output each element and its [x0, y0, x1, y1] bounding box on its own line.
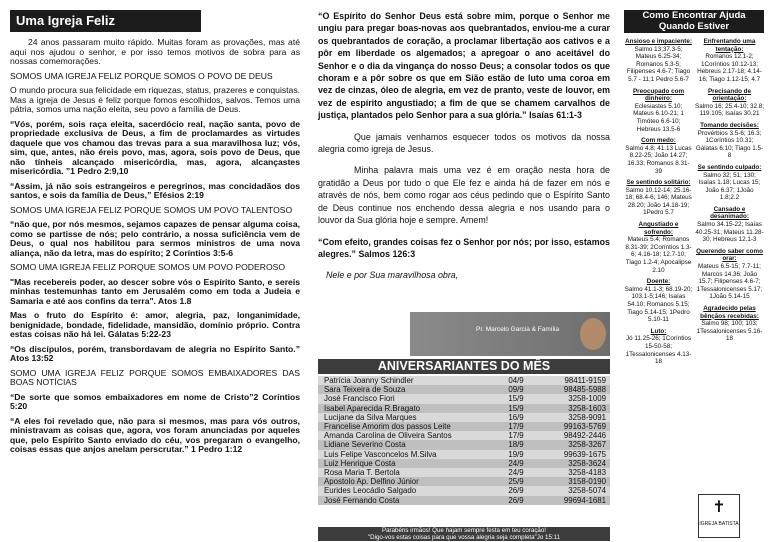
birthday-name: José Francisco Fiori [324, 394, 395, 404]
help-verses: Mateus 6.5-15; 7.7-11; Marcos 14.36; João 15.7; Filipenses 4.6-7; 1Tessalonicenses 5.17; 1João 5.14-15 [696, 263, 763, 301]
scripture-quote: Mas o fruto do Espírito é: amor, alegria, paz, longanimidade, benignidade, bondade, fidelidade, mansidão, domínio próprio. Contra estas coisas não há lei. Gálatas 5:22-23 [10, 310, 300, 339]
table-row [318, 459, 610, 468]
help-topic: Querendo saber como orar: [696, 247, 763, 263]
help-verses: Provérbios 3.5-6; 16.3; 1Coríntios 10.31; Gálatas 6.10; Tiago 1.5-8 [695, 129, 764, 160]
help-title [624, 10, 764, 33]
birthday-phone: 3258-3624 [568, 458, 606, 468]
birthdays-table [318, 376, 610, 505]
birthday-date: 17/9 [508, 431, 524, 441]
birthday-date: 25/9 [508, 477, 524, 487]
birthday-name: Apostolo Ap. Delfino Júnior [324, 477, 419, 487]
photo-figure [580, 318, 606, 350]
birthday-date: 04/9 [508, 376, 524, 385]
table-row [318, 486, 610, 495]
birthday-date: 24/9 [508, 468, 524, 478]
page-title: Uma Igreja Feliz [10, 10, 201, 32]
help-verses: Mateus 5.4; Romanos 8.31-39; 2Coríntios 1.3-6; 4.16-18; 12.7-10; Tiago 1.2-4; Apocalipse 2.10 [625, 236, 692, 274]
church-logo [698, 494, 740, 538]
birthdays-footer [318, 527, 610, 541]
scripture-quote: “Vós, porém, sois raça eleita, sacerdócio real, nação santa, povo de propriedade exclusiva de Deus, a fim de proclamardes as virtudes daquele que vos chamou das trevas para a sua maravilhosa luz; vós, sim, que, antes, não éreis povo, mas, agora, sois povo de Deus, que não tínheis alcançado misericórdia, mas, agora, alcançastes misericórdia. ”1 Pedro 2:9,10 [10, 118, 300, 176]
help-verses: Salmo 16; 25.4-10; 32.8; 119.105; Isaías 30.21 [695, 102, 764, 118]
section-heading: SOMO UMA IGREJA FELIZ PORQUE SOMOS EMBAIXADORES DAS BOAS NOTÍCIAS [10, 367, 300, 387]
paragraph: O mundo procura sua felicidade em riquezas, status, prazeres e conquistas. Mas a igreja de Jesus é feliz porque fomos escolhidos, salvos. Temos uma pátria, somos uma nação eleita, seu povo a família de Deus. [10, 85, 300, 114]
birthday-phone: 3258-5074 [568, 486, 606, 496]
birthday-date: 26/9 [508, 486, 524, 496]
table-row [318, 496, 610, 505]
scripture-quote: "Mas recebereis poder, ao descer sobre vós o Espírito Santo, e sereis minhas testemunhas tanto em Jerusalém como em toda a Judeia e Samaria e até aos confins da terra". Atos 1.8 [10, 276, 300, 306]
section-heading: SOMOS UMA IGREJA FELIZ PORQUE SOMOS O POVO DE DEUS [10, 70, 273, 81]
family-photo [410, 312, 610, 356]
birthday-phone: 99163-5769 [563, 422, 606, 432]
table-row [318, 422, 610, 431]
help-title-line: Quando Estiver [658, 20, 730, 32]
scripture-quote: “Os discípulos, porém, transbordavam de alegria no Espírito Santo.” Atos 13:52 [10, 343, 300, 363]
help-topic: Luto: [650, 327, 667, 335]
help-list-right [695, 38, 764, 370]
main-scripture-quote: “O Espírito do Senhor Deus está sobre mim, porque o Senhor me ungiu para pregar boas-novas aos quebrantados, enviou-me a curar os quebrantados de coração, a proclamar libertação aos cativos e a pôr em liberdade os algemados; a apregoar o ano aceitável do Senhor e o dia da vingança do nosso Deus; a consolar todos os que choram e a pôr sobre os que em Sião estão de luto uma coroa em vez de cinzas, óleo de alegria, em vez de pranto, veste de louvor, em vez de espírito angustiado; a fim de que se chamem carvalhos de justiça, plantados pelo Senhor para a sua glória.” Isaías 61:1-3 [318, 11, 610, 121]
birthday-date: 26/9 [508, 495, 524, 505]
help-topic: Angustiado e sofrendo: [638, 221, 679, 236]
birthday-date: 16/9 [508, 412, 524, 422]
table-row [318, 450, 610, 459]
birthday-name: José Fernando Costa [324, 495, 400, 505]
birthday-name: Francelise Amorim dos passos Leite [324, 422, 451, 432]
help-topic: Ansioso e impaciente: [625, 38, 692, 45]
birthday-date: 09/9 [508, 385, 524, 395]
birthday-name: Patrícia Joanny Schindler [324, 376, 414, 385]
birthday-date: 15/9 [508, 403, 524, 413]
help-verses: Eclesiastes 5.10; Mateus 6.10-21; 1 Timóteo 6.6-10; Hebreus 13.5-6 [633, 102, 684, 133]
birthday-phone: 3258-9091 [568, 412, 606, 422]
help-lists [624, 38, 764, 370]
help-topic: Precisando de orientação: [707, 87, 752, 103]
table-row [318, 376, 610, 385]
footer-line: Parabéns irmãos! Que hajam sempre festa em teu coração! [381, 527, 547, 534]
photo-caption: Pr. Marcelo Garcia & Família [476, 326, 560, 333]
help-topic: Se sentindo solitário: [626, 179, 691, 187]
birthday-phone: 99694-1681 [563, 495, 606, 505]
birthday-date: 17/9 [508, 422, 524, 432]
help-verses: Salmo 10.12-14; 25.16-18; 68.4-6; 146; Mateus 28.20; João 14.18-19; 1Pedro 5.7 [625, 186, 692, 217]
help-topic: Agradecido pelas bênçãos recebidas: [700, 305, 759, 320]
birthday-phone: 99639-1675 [563, 449, 606, 459]
birthday-name: Lidiane Severino Costa [324, 440, 406, 450]
help-verses: Salmo 41.1-3; 68.19-20; 103.1-5;146; Isaías 54.10; Romanos 5.15; Tiago 5.14-15; 1Pedro 5.10-11 [624, 285, 693, 324]
birthday-phone: 98485-5988 [563, 385, 606, 395]
birthday-phone: 3258-1603 [568, 403, 606, 413]
intro-paragraph: 24 anos passaram muito rápido. Muitas foram as provações, mas até aqui nos ajudou o senhor, e por isso temos motivos de sobra para as nossas comemorações. [10, 37, 300, 66]
birthdays-title: ANIVERSARIANTES DO MÊS [318, 359, 610, 374]
birthday-name: Lucijane da Silva Marques [324, 412, 417, 422]
footer-line: "Digo-vos estas coisas para que vossa alegria seja completa"Jo 15:11 [367, 534, 561, 541]
birthday-name: Amanda Carolina de Oliveira Santos [324, 431, 452, 441]
table-row [318, 413, 610, 422]
middle-column [318, 10, 610, 291]
section-heading: SOMOS UMA IGREJA FELIZ PORQUE SOMOS UM POVO TALENTOSO [10, 204, 293, 215]
help-topic: Doente: [646, 278, 671, 286]
signature-line: Nele e por Sua maravilhosa obra, [326, 270, 459, 281]
birthday-name: Eurides Leocádio Salgado [324, 486, 417, 496]
birthday-name: Luis Felipe Vasconcelos M.Silva [324, 449, 437, 459]
paragraph: Que jamais venhamos esquecer todos os motivos da nossa alegria como igreja de Jesus. [318, 131, 610, 155]
birthday-phone: 98411-9159 [564, 376, 606, 385]
help-topic: Preocupado com dinheiro: [632, 87, 685, 103]
help-verses: Romanos 12.1-2; 1Coríntios 10.12-13; Hebreus 2.17-18; 4.14-16; Tiago 1.12-15; 4.7 [697, 53, 762, 83]
scripture-quote: “A eles foi revelado que, não para si mesmos, mas para vós outros, ministravam as coisas que, agora, vos foram anunciadas por aqueles que, pelo Espírito Santo enviado do céu, vos pregaram o evangelho, coisas essas que anjos anelam perscrutar.” 1 Pedro 1:12 [10, 415, 300, 454]
left-column [10, 10, 300, 460]
birthday-phone: 3258-3267 [568, 440, 606, 450]
birthday-name: Luiz Henrique Costa [324, 458, 396, 468]
right-column [624, 10, 764, 370]
cross-icon: ✝ [712, 499, 726, 516]
table-row [318, 394, 610, 403]
birthday-date: 24/9 [508, 458, 524, 468]
birthday-date: 18/9 [508, 440, 524, 450]
birthday-date: 15/9 [508, 394, 524, 404]
birthday-name: Sara Teixeira de Souza [324, 385, 406, 395]
paragraph: Minha palavra mais uma vez é em oração nesta hora de gratidão a Deus por tudo o que Ele fez e ainda há de fazer em nós e através de nós, bem como rogar aos céus pedindo que o Espírito Santo de Deus continue nos enchendo dessa alegria e nos usando para o louvor da Sua glória hoje e sempre. Amem! [318, 165, 610, 226]
table-row [318, 404, 610, 413]
table-row [318, 468, 610, 477]
help-verses: Salmo 32; 51; 130; Isaías 1.18; Lucas 15; João 6.37; 1João 1.8;2.2 [698, 171, 761, 202]
birthday-phone: 3258-4183 [568, 468, 606, 478]
logo-text: IGREJA BATISTA [699, 521, 739, 527]
help-verses: Salmo 4.8; 41.13 Lucas 8.22-25; João 14.27; 16.33; Romanos 8.31-39 [625, 144, 692, 175]
help-verses: Salmo 98; 100; 103; 1Tessalonicenses 5.16-18 [696, 320, 763, 343]
birthday-phone: 3258-1009 [568, 394, 606, 404]
table-row [318, 385, 610, 394]
scripture-quote: “Assim, já não sois estrangeiros e peregrinos, mas concidadãos dos santos, e sois da família de Deus,” Efésios 2:19 [10, 180, 300, 200]
help-topic: Tomando decisões: [700, 121, 759, 129]
birthday-phone: 3158-0190 [568, 477, 606, 487]
help-title-line: Como Encontrar Ajuda [642, 10, 746, 21]
help-topic: Enfrentando uma tentação: [703, 38, 756, 53]
help-topic: Se sentindo culpado: [697, 163, 762, 171]
birthday-date: 19/9 [508, 449, 524, 459]
scripture-quote: “não que, por nós mesmos, sejamos capazes de pensar alguma coisa, como se partisse de nós; pelo contrário, a nossa suficiência vem de Deus, o qual nos habilitou para sermos ministros de uma nova aliança, não da letra, mas do espírito; 2 Coríntios 3:5-6 [10, 219, 300, 258]
birthday-name: Rosa Maria T. Bertola [324, 468, 400, 478]
help-list-left [624, 38, 693, 370]
section-heading: SOMO UMA IGREJA FELIZ PORQUE SOMOS UM POVO PODEROSO [10, 262, 286, 272]
birthday-name: Isabel Aparecida R.Bragato [324, 403, 421, 413]
table-row [318, 440, 610, 449]
help-topic: Cansado e desanimado: [710, 205, 749, 221]
table-row [318, 431, 610, 440]
help-verses: Jó 11.25-26; 1Coríntios 15-50-58; 1Tessalonicenses 4.13-18 [625, 335, 692, 366]
birthday-phone: 98492-2446 [563, 431, 606, 441]
help-verses: Salmo 34.15-22; Isaías 40.25-31; Mateus 11.28-30; Hebreus 12.1-3 [695, 221, 764, 244]
table-row [318, 477, 610, 486]
help-topic: Com medo: [641, 137, 676, 145]
scripture-quote: “De sorte que somos embaixadores em nome de Cristo”2 Coríntios 5:20 [10, 391, 300, 411]
help-verses: Salmo 13;37.3-5; Mateus 6.25-34; Romanos 5.3-5; Filipenses 4.6-7; Tiago 5.7 - 11;1 Pedro 5.6-7 [626, 45, 691, 83]
scripture-quote: “Com efeito, grandes coisas fez o Senhor por nós; por isso, estamos alegres.” Salmos 126:3 [318, 236, 610, 259]
